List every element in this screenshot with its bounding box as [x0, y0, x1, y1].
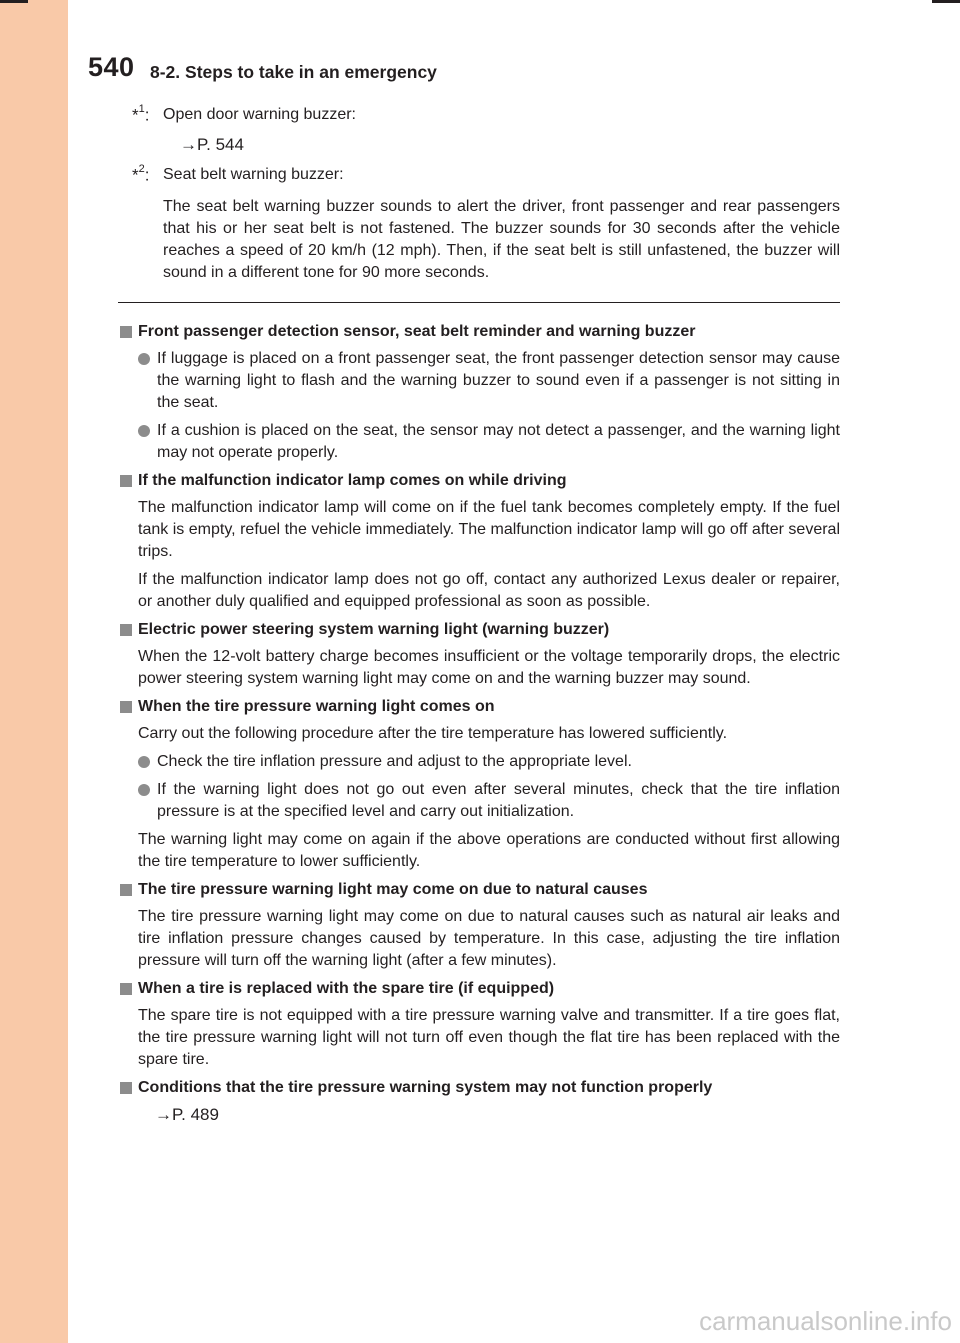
list-item: If a cushion is placed on the seat, the sensor may not detect a passenger, and the warning light may not operate properly.: [118, 420, 840, 464]
crop-mark-right: [932, 0, 960, 3]
section-tire-pressure-light: [118, 696, 840, 873]
watermark: carmanualsonline.info: [699, 1306, 952, 1336]
footnote-mark: *$^1$:: [132, 103, 150, 125]
circle-bullet-icon: [138, 756, 150, 768]
footnote-body: The seat belt warning buzzer sounds to alert the driver, front passenger and rear passengers that his or her seat belt is not fastened. The buzzer sounds for 30 seconds after the vehicle reaches a speed of 20 km/h (12 mph). Then, if the seat belt is still unfastened, the buzzer will sound in a different tone for 90 more seconds.: [163, 198, 840, 281]
list-item: If luggage is placed on a front passenger seat, the front passenger detection sensor may cause the warning light to flash and the warning buzzer to sound even if a passenger is not sitting in the seat.: [118, 348, 840, 414]
chapter-color-tab: [0, 0, 68, 1343]
footnote-mark: *$^2$:: [132, 163, 150, 185]
paragraph: When the 12-volt battery charge becomes insufficient or the voltage temporarily drops, the electric power steering system warning light may come on and the warning buzzer may sound.: [138, 648, 840, 687]
section-title: 8-2. Steps to take in an emergency: [150, 62, 437, 82]
divider: [118, 302, 840, 303]
page-reference-link[interactable]: →P. 544: [180, 135, 244, 154]
footnote-label: Open door warning buzzer:: [163, 106, 356, 123]
list-item: Check the tire inflation pressure and adjust to the appropriate level.: [118, 751, 840, 773]
section-power-steering: [118, 619, 840, 690]
section-natural-causes: [118, 879, 840, 972]
page-reference-link[interactable]: →P. 489: [155, 1105, 219, 1124]
circle-bullet-icon: [138, 425, 150, 437]
section-system-conditions: [118, 1077, 840, 1126]
square-bullet-icon: [120, 475, 132, 487]
list-item: If the warning light does not go out even after several minutes, check that the tire inflation pressure is at the specified level and carry out initialization.: [118, 779, 840, 823]
square-bullet-icon: [120, 884, 132, 896]
paragraph: The spare tire is not equipped with a tire pressure warning valve and transmitter. If a tire goes flat, the tire pressure warning light will not turn off even though the flat tire has been replaced with the spare tire.: [138, 1007, 840, 1068]
section-heading: When the tire pressure warning light comes on: [118, 696, 840, 718]
section-heading: Electric power steering system warning light (warning buzzer): [118, 619, 840, 641]
section-heading: The tire pressure warning light may come on due to natural causes: [118, 879, 840, 901]
paragraph: Carry out the following procedure after the tire temperature has lowered sufficiently.: [138, 725, 728, 742]
paragraph: The tire pressure warning light may come on due to natural causes such as natural air leaks and tire inflation pressure changes caused by temperature. In this case, adjusting the tire inflation pressure will turn off the warning light (after a few minutes).: [138, 908, 840, 969]
circle-bullet-icon: [138, 353, 150, 365]
paragraph: The malfunction indicator lamp will come on if the fuel tank becomes completely empty. If the fuel tank is empty, refuel the vehicle immediately. The malfunction indicator lamp will go off after several trips.: [138, 499, 840, 560]
footnote-2: [118, 164, 840, 186]
section-heading: Front passenger detection sensor, seat belt reminder and warning buzzer: [118, 321, 840, 343]
section-heading: Conditions that the tire pressure warning system may not function properly: [118, 1077, 840, 1099]
square-bullet-icon: [120, 983, 132, 995]
page-content: [118, 104, 840, 1134]
section-malfunction-indicator: [118, 470, 840, 613]
square-bullet-icon: [120, 326, 132, 338]
circle-bullet-icon: [138, 784, 150, 796]
crop-mark-left: [0, 0, 28, 3]
section-heading: If the malfunction indicator lamp comes on while driving: [118, 470, 840, 492]
footnote-1: [118, 104, 840, 126]
paragraph: If the malfunction indicator lamp does not go off, contact any authorized Lexus dealer or repairer, or another duly qualified and equipped professional as soon as possible.: [138, 571, 840, 610]
page-number: 540: [88, 52, 135, 82]
paragraph: The warning light may come on again if the above operations are conducted without first allowing the tire temperature to lower sufficiently.: [138, 831, 840, 870]
square-bullet-icon: [120, 701, 132, 713]
square-bullet-icon: [120, 624, 132, 636]
footnote-label: Seat belt warning buzzer:: [163, 166, 344, 183]
section-spare-tire: [118, 978, 840, 1071]
section-passenger-detection: [118, 321, 840, 464]
square-bullet-icon: [120, 1082, 132, 1094]
section-heading: When a tire is replaced with the spare tire (if equipped): [118, 978, 840, 1000]
